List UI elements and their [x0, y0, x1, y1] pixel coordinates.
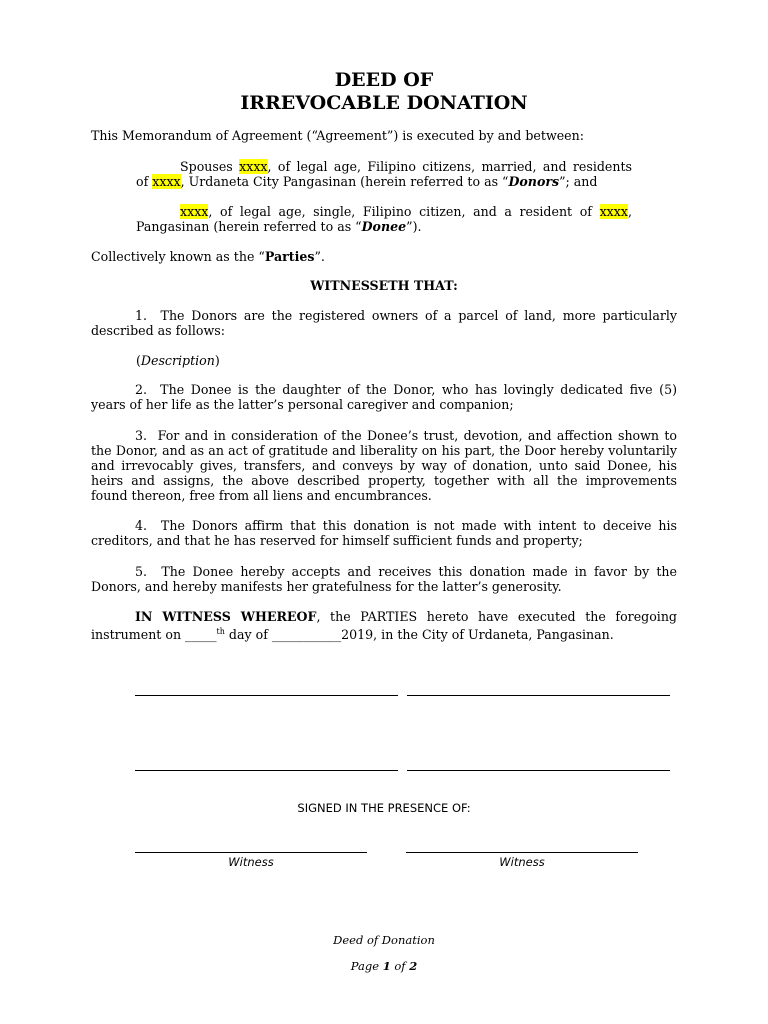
clause-5-line-1: 5. The Donee hereby accepts and receives this donation made in favor by the	[135, 564, 677, 579]
clause-4-line-2: creditors, and that he has reserved for himself sufficient funds and property;	[91, 533, 583, 548]
description-placeholder: (Description)	[136, 353, 220, 368]
collective-paragraph: Collectively known as the “Parties”.	[91, 249, 325, 264]
donee-signature-line-2	[407, 770, 670, 771]
party-2-line-1: xxxx, of legal age, single, Filipino citizen, and a resident of xxxx,	[180, 204, 632, 219]
clause-2-line-2: years of her life as the latter’s personal caregiver and companion;	[91, 397, 514, 412]
clause-2-line-1: 2. The Donee is the daughter of the Donor, who has lovingly dedicated five (5)	[135, 382, 677, 397]
witness-signature-line-2	[406, 852, 638, 853]
clause-3-line-3: and irrevocably gives, transfers, and conveys by way of donation, unto said Donee, his	[91, 458, 677, 473]
clause-4-line-1: 4. The Donors affirm that this donation is not made with intent to deceive his	[135, 518, 677, 533]
clause-1-line-1: 1. The Donors are the registered owners of a parcel of land, more particularly	[135, 308, 677, 323]
witness-label-1: Witness	[228, 855, 274, 869]
footer-page-number: Page 1 of 2	[350, 959, 418, 973]
donor-signature-line-2	[407, 695, 670, 696]
clause-5-line-2: Donors, and hereby manifests her gratefulness for the latter’s generosity.	[91, 579, 562, 594]
intro-paragraph: This Memorandum of Agreement (“Agreement”) is executed by and between:	[91, 128, 584, 143]
footer-doc-name: Deed of Donation	[333, 933, 435, 947]
donors-residence-placeholder: xxxx	[152, 174, 181, 189]
clause-3-line-4: heirs and assigns, the above described property, together with all the improvements	[91, 473, 677, 488]
clause-3-line-1: 3. For and in consideration of the Donee’s trust, devotion, and affection shown to	[135, 428, 677, 443]
party-2-line-2: Pangasinan (herein referred to as “Donee”).	[136, 219, 422, 234]
signed-in-presence-heading: SIGNED IN THE PRESENCE OF:	[297, 801, 471, 815]
donors-term: Donors	[508, 174, 560, 189]
party-1-line-1: Spouses xxxx, of legal age, Filipino citizens, married, and residents	[180, 159, 632, 174]
donor-signature-line-1	[135, 695, 398, 696]
clause-3-line-2: the Donor, and as an act of gratitude and liberality on his part, the Door hereby voluntarily	[91, 443, 677, 458]
witness-signature-line-1	[135, 852, 367, 853]
witness-label-2: Witness	[499, 855, 545, 869]
doc-title-line-2: IRREVOCABLE DONATION	[240, 92, 528, 114]
party-1-line-2: of xxxx, Urdaneta City Pangasinan (herein referred to as “Donors”; and	[136, 174, 598, 189]
in-witness-line-2: instrument on _____$^{th}$ day of ___________2019, in the City of Urdaneta, Pangasinan.	[91, 627, 614, 643]
donee-name-placeholder: xxxx	[180, 204, 209, 219]
clause-1-line-2: described as follows:	[91, 323, 225, 338]
in-witness-whereof: IN WITNESS WHEREOF	[135, 609, 317, 624]
donee-term: Donee	[361, 219, 407, 234]
donors-name-placeholder: xxxx	[239, 159, 268, 174]
parties-term: Parties	[264, 249, 315, 264]
doc-title-line-1: DEED OF	[334, 69, 434, 91]
donee-signature-line-1	[135, 770, 398, 771]
donee-residence-placeholder: xxxx	[599, 204, 628, 219]
witnesseth-heading: WITNESSETH THAT:	[310, 278, 458, 293]
in-witness-line-1: IN WITNESS WHEREOF, the PARTIES hereto have executed the foregoing	[135, 609, 677, 624]
clause-3-line-5: found thereon, free from all liens and encumbrances.	[91, 488, 432, 503]
